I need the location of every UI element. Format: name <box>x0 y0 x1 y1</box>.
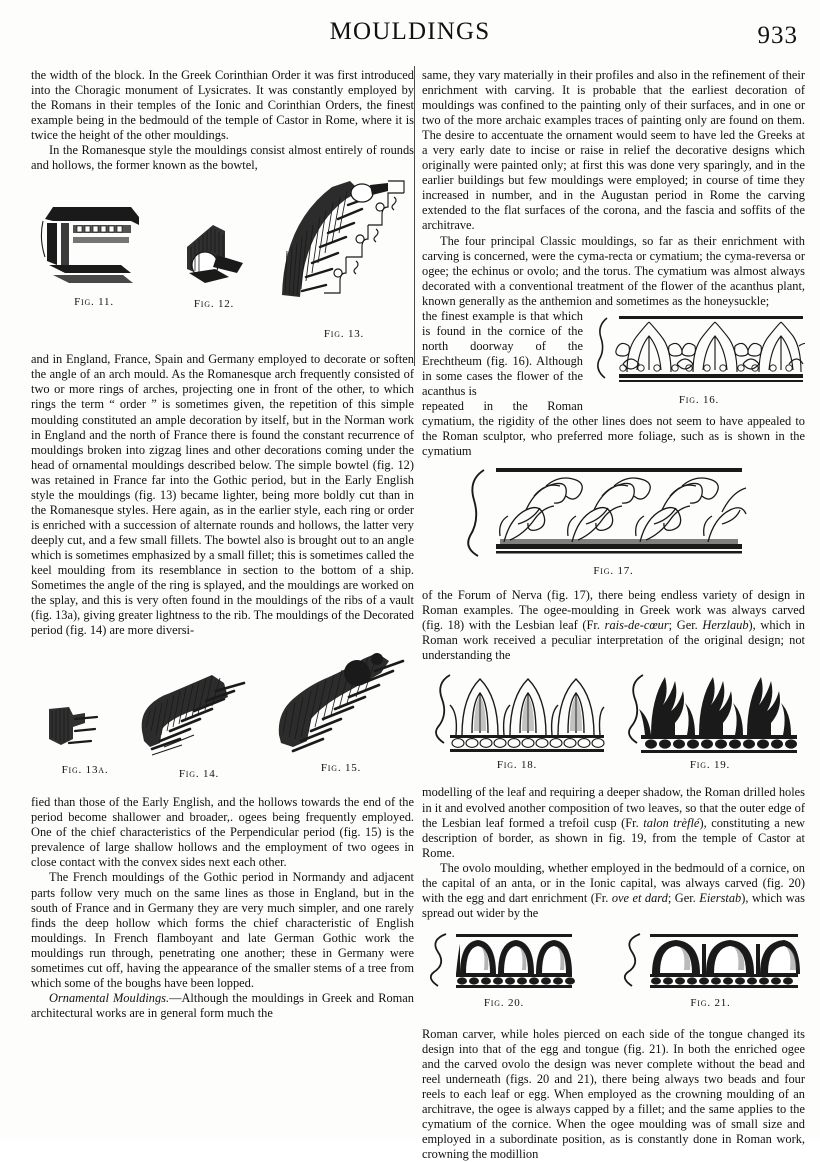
foreign-term-talon-trefle: talon trèflé <box>643 815 700 830</box>
fig18-illustration <box>428 671 606 755</box>
right-column <box>422 68 805 1162</box>
figure-group-13a-15 <box>31 645 414 795</box>
foreign-term-rais-de-coeur: rais-de-cœur <box>604 618 669 633</box>
figure-caption: Fig. 20. <box>483 996 525 1009</box>
fig17-illustration <box>422 466 805 562</box>
text-run: modelling of the leaf and requiring a deeper shadow, the Roman drilled holes in it and evolved another composition of two leaves, so that the outer edge of the Lesbian leaf formed a trefoil cusp (Fr. <box>422 785 805 830</box>
figure-fig12 <box>171 223 257 333</box>
column-divider-rule <box>414 66 415 366</box>
figure-caption: Fig. 17. <box>593 565 634 578</box>
fig21-illustration <box>618 930 803 992</box>
page-number: 933 <box>757 22 798 49</box>
text-run: ; Ger. <box>668 618 703 633</box>
fig12-illustration <box>171 223 257 293</box>
ornamental-mouldings-heading: Ornamental Mouldings. <box>49 990 170 1005</box>
paragraph: In the Romanesque style the mouldings consist almost entirely of rounds and hollows, the former known as the bowtel, <box>31 143 414 173</box>
paragraph: The French mouldings of the Gothic period in Normandy and adjacent parts follow very much on the same lines as those in England, but in the south of France and in Germany they are very much simpler, and one rarely finds the deep hollow which forms the chief characteristic of English mouldings. In French flamboyant and late German Gothic work the mouldings run through, penetrating one another; these in Germany were sometimes cut off, having the appearance of the smaller stems of a tree from which some of the boughs have been lopped. <box>31 870 414 990</box>
figure-caption: Fig. 18. <box>496 759 538 772</box>
paragraph-wrap-fig16: the finest example is that which is found in the cornice of the north doorway of the Erechtheum (fig. 16). Although in some cases the flower of the acanthus is <box>422 308 583 398</box>
foreign-term-ove-et-dard: ove et dard <box>611 890 668 905</box>
fig13-illustration <box>276 177 412 325</box>
figure-caption: Fig. 14. <box>178 768 220 781</box>
figure-fig14 <box>136 669 262 795</box>
paragraph: fied than those of the Early English, and the hollows towards the end of the period become shallower and broader,. ogees being frequently employed. One of the chief characteristics of the Perpendicular period (fig. 15) is the prevalence of large shallow hollows and the employment of two ogees in close contact with the convex sides next each other. <box>31 795 414 870</box>
figure-caption: Fig. 13. <box>323 328 365 341</box>
fig19-illustration <box>621 671 799 755</box>
paragraph: Roman carver, while holes pierced on each side of the tongue changed its design into that of the egg and tongue (fig. 21). In both the enriched ogee and the carved ovolo the design was never complete without the bead and reel underneath (figs. 20 and 21), there being always two beads and four reels to each leaf or egg. When employed as the crowning moulding of an architrave, the ogee is always capped by a fillet; and the same applies to the cymatium of the cornice. When the ogee moulding was of small size and employed in a subordinate position, as is constantly done in Roman work, crowning the modillion <box>422 1026 805 1162</box>
text-run: ), which was spread out wider by the <box>422 890 805 920</box>
figure-fig15 <box>271 651 411 795</box>
paragraph: same, they vary materially in their profiles and also in the refinement of their enrichment with carving. It is probable that the earliest decoration of mouldings was confined to the painting only of their surfaces, and in one or two of the more archaic examples traces of painting only are found on them. The desire to accentuate the ornament would seem to have led the Greeks at a very early date to incise or raise in relief the decorative designs which originally were painted only; at first this was done very sparingly, and in the earlier buildings but few mouldings were employed; in course of time they increased in number, and in the Augustan period in Rome the carving extended to the flat surfaces of the corona, and the fascia and soffits of the architrave. <box>422 68 805 233</box>
paragraph-ovolo <box>422 861 805 921</box>
figure-group-18-19 <box>422 671 805 783</box>
fig15-illustration <box>271 651 411 761</box>
page-header <box>0 18 820 58</box>
figure-caption: Fig. 13a. <box>61 764 109 777</box>
text-run: ), which in Roman work received a peculiar interpretation of the original design; not understanding the <box>422 618 805 663</box>
fig14-illustration <box>136 669 262 765</box>
figure-caption: Fig. 16. <box>678 393 720 406</box>
figure-caption: Fig. 15. <box>320 762 362 775</box>
ornamental-mouldings-text: —Although the mouldings in Greek and Roman architectural works are in general form much the <box>31 990 414 1020</box>
paragraph: repeated in the Roman cymatium, the rigidity of the other lines does not seem to have appealed to the Roman sculptor, who preferred more foliage, such as is shown in the cymatium <box>422 399 805 459</box>
figure-group-11-13 <box>31 177 414 352</box>
figure-fig20 <box>424 930 584 1011</box>
foreign-term-eierstab: Eierstab <box>699 890 742 905</box>
figure-fig18 <box>428 671 606 773</box>
text-run: ; Ger. <box>667 890 700 905</box>
paragraph-ornamental <box>31 991 414 1021</box>
fig16-illustration <box>593 312 805 390</box>
paragraph: the width of the block. In the Greek Corinthian Order it was first introduced into the Choragic monument of Lysicrates. It was constantly employed by the Romans in their temples of the Ionic and Corinthian Orders, the finest example being in the bedmould of the temple of Castor in Rome, where it is twice the height of the other mouldings. <box>31 68 414 143</box>
figure-caption: Fig. 12. <box>193 298 235 311</box>
paragraph-after-fig1819 <box>422 785 805 860</box>
paragraph-after-fig17 <box>422 588 805 663</box>
figure-fig11 <box>35 191 153 321</box>
figure-fig13a <box>39 705 131 795</box>
figure-caption: Fig. 19. <box>689 759 731 772</box>
fig13a-illustration <box>39 705 131 759</box>
figure-group-20-21 <box>422 930 805 1025</box>
figure-fig13 <box>276 177 412 341</box>
figure-fig17 <box>422 466 805 584</box>
paragraph: and in England, France, Spain and Germany employed to decorate or soften the angle of an arch mould. As the Romanesque arch frequently consisted of two or more rings of arches, projecting one in front of the other, to which rings the term “ order ” is sometimes given, the repetition of this simple moulding constituted an ample decoration by itself, but in the Norman work in England and the north of France there is found the constant recurrence of mouldings broken into zigzag lines and other decorations coming under the head of ornamental mouldings described below. The simple bowtel (fig. 12) was retained in France far into the Gothic period, but in the Early English style the mouldings (fig. 13) became lighter, being more boldly cut than in the Romanesque styles. Here again, as in the earlier style, each ring or order is enriched with a succession of alternate rounds and hollows, the latter very deeply cut, and a few small fillets. The bowtel also is brought out to an angle which is sometimes emphasized by a small fillet; this is sometimes called the keel moulding from its resemblance in section to the bottom of a ship. Sometimes the angle of the ring is splayed, and the mouldings are worked on the splay, and this is very often found in the mouldings of the ribs of a vault (fig. 13a), giving greater lightness to the rib. The mouldings of the Decorated period (fig. 14) are more diversi- <box>31 352 414 638</box>
figure-caption: Fig. 21. <box>690 996 731 1009</box>
left-column <box>31 68 414 1021</box>
text-run: of the Forum of Nerva (fig. 17), there being endless variety of design in Roman examples. The ogee-moulding in Greek work was always carved (fig. 18) with the Lesbian leaf (Fr. <box>422 588 805 633</box>
figure-fig21 <box>618 930 803 1011</box>
page-title: MOULDINGS <box>329 18 491 45</box>
text-run: ), constituting a new description of border, as shown in fig. 19, from the temple of Castor at Rome. <box>422 815 805 860</box>
text-run: The ovolo moulding, whether employed in the bedmould of a cornice, on the capital of an anta, or in the Ionic capital, was always carved (fig. 20) with the egg and dart enrichment (Fr. <box>422 860 805 905</box>
foreign-term-herzlaub: Herzlaub <box>702 618 749 633</box>
paragraph: The four principal Classic mouldings, so far as their enrichment with carving is concerned, were the cyma-recta or cymatium; the cyma-reversa or ogee; the echinus or ovolo; and the torus. The cymatium was almost always decorated with a conventional treatment of the flower of the acanthus plant, known generally as the anthemion and sometimes as the honeysuckle; <box>422 233 805 308</box>
figure-fig16 <box>593 312 805 408</box>
figure-caption: Fig. 11. <box>74 296 114 309</box>
figure-fig19 <box>621 671 799 773</box>
fig11-illustration <box>35 191 153 291</box>
fig20-illustration <box>424 930 584 992</box>
